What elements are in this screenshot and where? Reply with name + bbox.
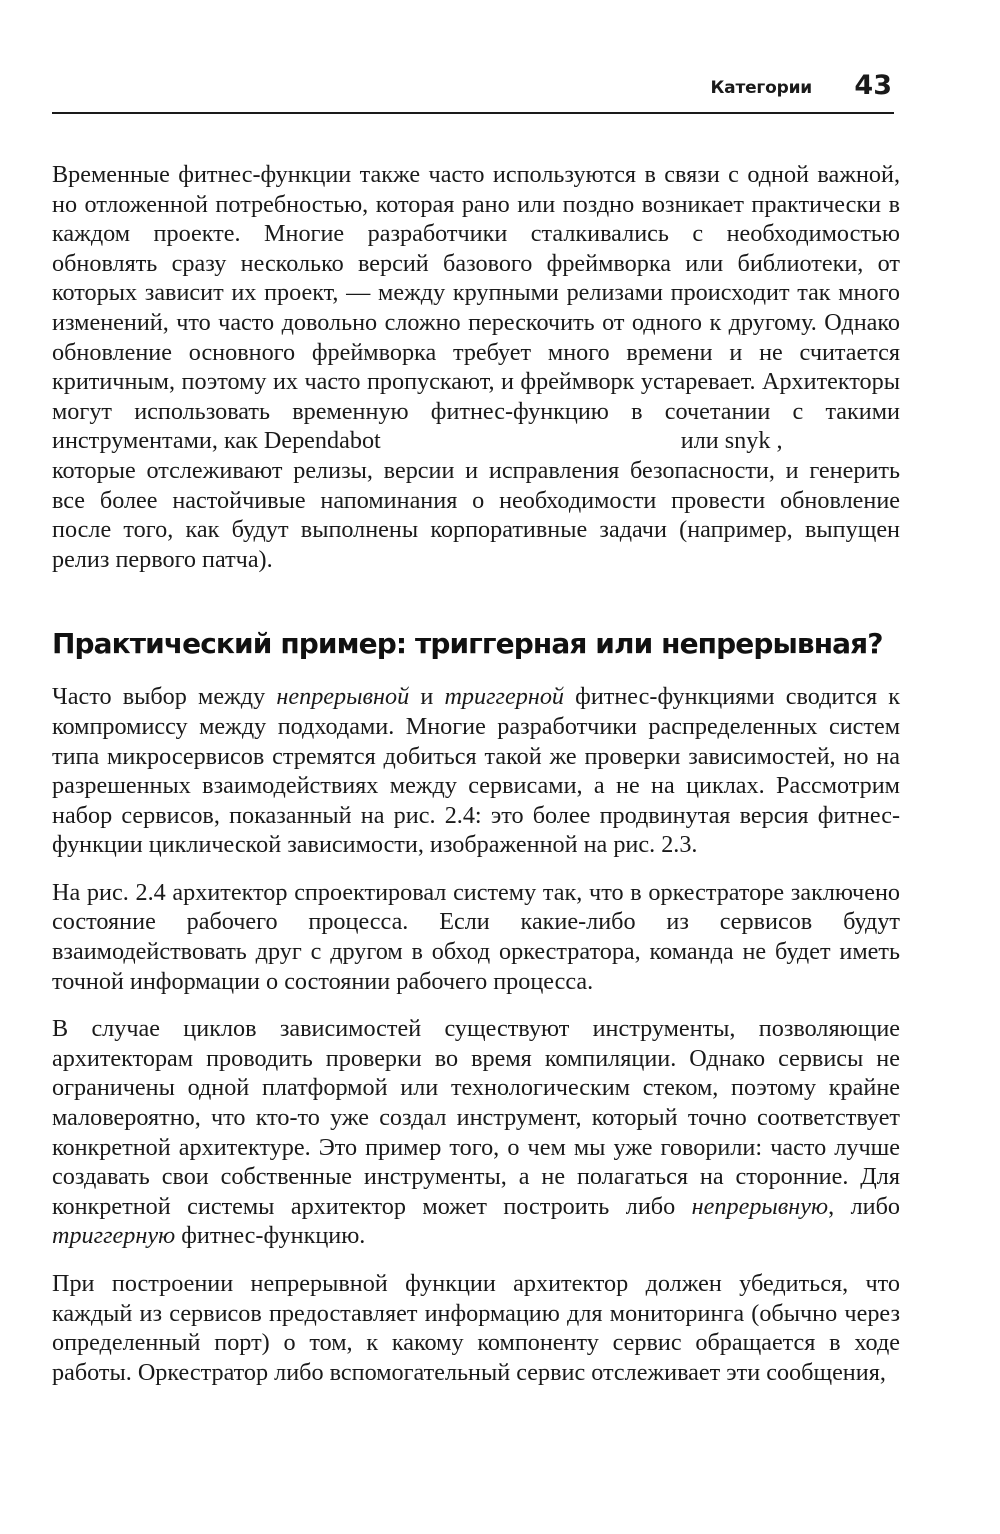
paragraph-dependency-cycles bbox=[52, 1014, 900, 1251]
paragraph-2-text-1: Часто выбор между bbox=[52, 683, 277, 711]
header-section-title: Категории bbox=[710, 78, 812, 98]
header-divider bbox=[52, 112, 894, 114]
paragraph-4-emphasis-2: триггерную bbox=[52, 1222, 176, 1250]
paragraph-4-emphasis-1: непрерывную bbox=[691, 1192, 829, 1220]
page-number: 43 bbox=[854, 70, 892, 101]
page-body bbox=[52, 160, 900, 1387]
paragraph-4-text-1: В случае циклов зависимостей существуют инструменты, позволяющие архитекторам проводить проверки во время компиляции. Однако сервисы не ограничены одной платформой или технологическим стеком, поэтому крайне маловероятно, что кто-то уже создал инструмент, который точно соответствует конкретной архитектуре. Это пример того, о чем мы уже говорили: часто лучше создавать свои собственные инструменты, а не полагаться на сторонние. Для конкретной системы архитектор может построить либо bbox=[52, 1015, 900, 1220]
paragraph-tradeoff bbox=[52, 682, 900, 860]
paragraph-2-emphasis-2: триггерной bbox=[444, 683, 565, 711]
paragraph-2-emphasis-1: непрерывной bbox=[276, 683, 410, 711]
paragraph-temporal-fitness bbox=[52, 160, 900, 574]
paragraph-orchestrator: На рис. 2.4 архитектор спроектировал систему так, что в оркестраторе заключено состояние рабочего процесса. Если какие-либо из сервисов будут взаимодействовать друг с другом в обход оркестратора, команда не будет иметь точной информации о состоянии рабочего процесса. bbox=[52, 878, 900, 995]
paragraph-1-text-a: Временные фитнес-функции также часто используются в связи с одной важной, но отложенной потребностью, которая рано или поздно возникает практически в каждом проекте. Многие разработчики сталкивались с необходимостью обновлять сразу несколько версий базового фреймворка или библиотеки, от которых зависит их проект, — между крупными релизами происходит так много изменений, что часто довольно сложно перескочить от одного к другому. Однако обновление основного фреймворка требует много времени и не считается критичным, поэтому их часто пропускают, и фреймворк устаревает. Архитекторы могут использовать временную фитнес-функцию в сочетании с такими инструментами, как Dependabot bbox=[52, 161, 900, 455]
paragraph-1-text-b: или snyk , bbox=[680, 427, 783, 455]
paragraph-4-text-2: , либо bbox=[828, 1192, 900, 1220]
paragraph-2-text-3: фитнес-функциями сводится к компромиссу между подходами. Многие разработчики распределенных систем типа микросервисов стремятся добиться такой же проверки зависимостей, но на разрешенных взаимодействиях между сервисами, а не на циклах. Рассмотрим набор сервисов, показанный на рис. 2.4: это более продвинутая версия фитнес-функции циклической зависимости, изображенной на рис. 2.3. bbox=[52, 683, 901, 859]
paragraph-1-text-c: которые отслеживают релизы, версии и исправления безопасности, и генерить все более настойчивые напоминания о необходимости провести обновление после того, как будут выполнены корпоративные задачи (например, выпущен релиз первого патча). bbox=[52, 456, 900, 573]
paragraph-2-text-2: и bbox=[409, 683, 445, 711]
running-header bbox=[52, 66, 894, 114]
paragraph-continuous-function: При построении непрерывной функции архитектор должен убедиться, что каждый из сервисов предоставляет информацию для мониторинга (обычно через определенный порт) о том, к какому компоненту сервис обращается в ходе работы. Оркестратор либо вспомогательный сервис отслеживает эти сообщения, bbox=[52, 1270, 900, 1386]
section-heading: Практический пример: триггерная или непрерывная? bbox=[52, 627, 883, 661]
paragraph-4-text-3: фитнес-функцию. bbox=[175, 1222, 366, 1250]
